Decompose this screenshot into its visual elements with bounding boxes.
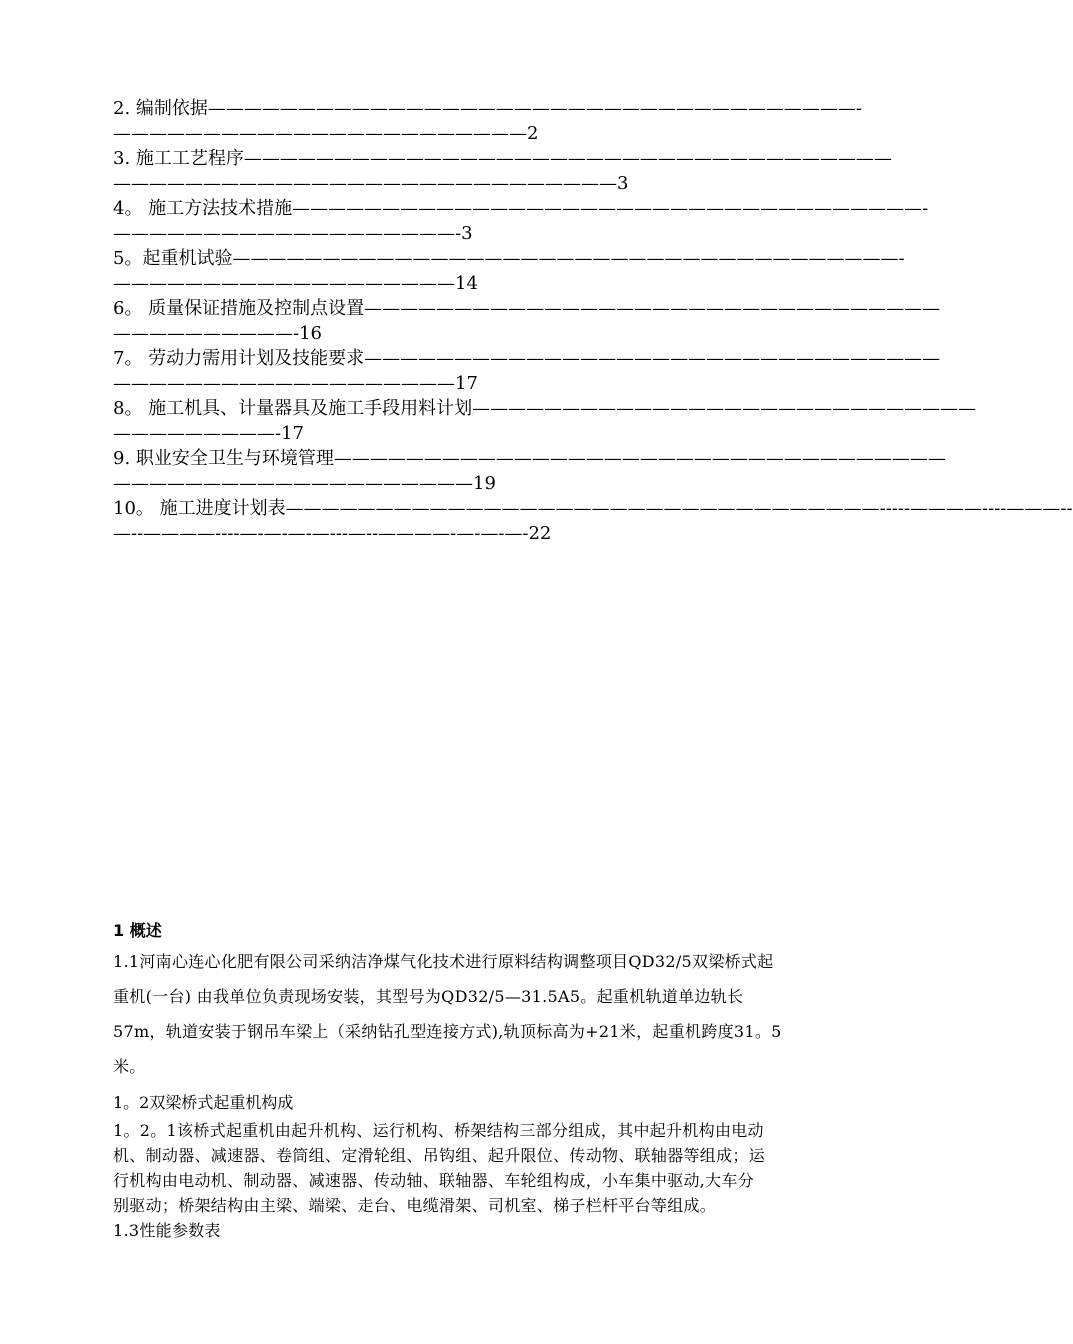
section-heading: 1 概述 — [113, 921, 162, 940]
toc-entry-4[interactable] — [113, 196, 929, 246]
section-overview — [113, 918, 893, 1243]
paragraph-1-2-1 — [113, 1118, 893, 1218]
toc-entry-line: 7。 劳动力需用计划及技能要求———————————————————————————————— — [113, 348, 941, 369]
toc-entry-3[interactable] — [113, 146, 893, 196]
toc-entry-line: —--————----—-—-—-—---—--————-—-—-—-22 — [113, 523, 552, 544]
paragraph-line: 重机(一台) 由我单位负责现场安装，其型号为QD32/5—31.5A5。起重机轨道单边轨长 — [113, 987, 744, 1006]
toc-entry-line: —————————-17 — [113, 423, 304, 444]
paragraph-line: 1.1河南心连心化肥有限公司采纳洁净煤气化技术进行原料结构调整项目QD32/5双梁桥式起 — [113, 952, 774, 971]
toc-entry-line: 8。 施工机具、计量器具及施工手段用料计划———————————————————————————— — [113, 398, 977, 419]
paragraph-line: 米。 — [113, 1057, 146, 1076]
toc-entry-line: 5。起重机试验—————————————————————————————————————- — [113, 248, 905, 269]
toc-entry-2[interactable] — [113, 96, 893, 146]
toc-entry-line: 3. 施工工艺程序———————————————————————————————————— — [113, 148, 892, 169]
toc-entry-line: ———————————————————-3 — [113, 223, 473, 244]
paragraph-line: 别驱动；桥架结构由主梁、端梁、走台、电缆滑架、司机室、梯子栏杆平台等组成。 — [113, 1196, 717, 1215]
toc-entry-line: 6。 质量保证措施及控制点设置———————————————————————————————— — [113, 298, 941, 319]
table-of-contents — [113, 96, 1073, 546]
subheading-1-2: 1。2双梁桥式起重机构成 — [113, 1093, 294, 1112]
toc-entry-line: ————————————————————19 — [113, 473, 496, 494]
toc-entry-line: ——————————-16 — [113, 323, 322, 344]
toc-entry-line: 2. 编制依据————————————————————————————————————- — [113, 98, 862, 119]
paragraph-line: 机、制动器、减速器、卷筒组、定滑轮组、吊钩组、起升限位、传动物、联轴器等组成；运 — [113, 1146, 766, 1165]
paragraph-line: 57m，轨道安装于钢吊车梁上（采纳钻孔型连接方式),轨顶标高为+21米，起重机跨度31。5 — [113, 1022, 782, 1041]
toc-entry-line: 10。 施工进度计划表—————————————————————————————————-----————----———-- — [113, 498, 1073, 519]
subheading-1-3: 1.3性能参数表 — [113, 1221, 221, 1240]
paragraph-1-1 — [113, 944, 893, 1084]
paragraph-line: 1。2。1该桥式起重机由起升机构、运行机构、桥架结构三部分组成，其中起升机构由电动 — [113, 1121, 764, 1140]
toc-entry-line: ———————————————————17 — [113, 373, 478, 394]
toc-entry-8[interactable] — [113, 396, 977, 446]
toc-entry-10[interactable] — [113, 496, 1073, 546]
toc-entry-line: ———————————————————14 — [113, 273, 478, 294]
paragraph-line: 行机构由电动机、制动器、减速器、传动轴、联轴器、车轮组构成，小车集中驱动,大车分 — [113, 1171, 755, 1190]
toc-entry-9[interactable] — [113, 446, 946, 496]
toc-entry-line: ————————————————————————————3 — [113, 173, 629, 194]
toc-entry-7[interactable] — [113, 346, 941, 396]
toc-entry-5[interactable] — [113, 246, 905, 296]
toc-entry-line: 4。 施工方法技术措施———————————————————————————————————- — [113, 198, 929, 219]
toc-entry-line: 9. 职业安全卫生与环境管理—————————————————————————————————— — [113, 448, 946, 469]
toc-entry-6[interactable] — [113, 296, 941, 346]
toc-entry-line: ———————————————————————2 — [113, 123, 539, 144]
